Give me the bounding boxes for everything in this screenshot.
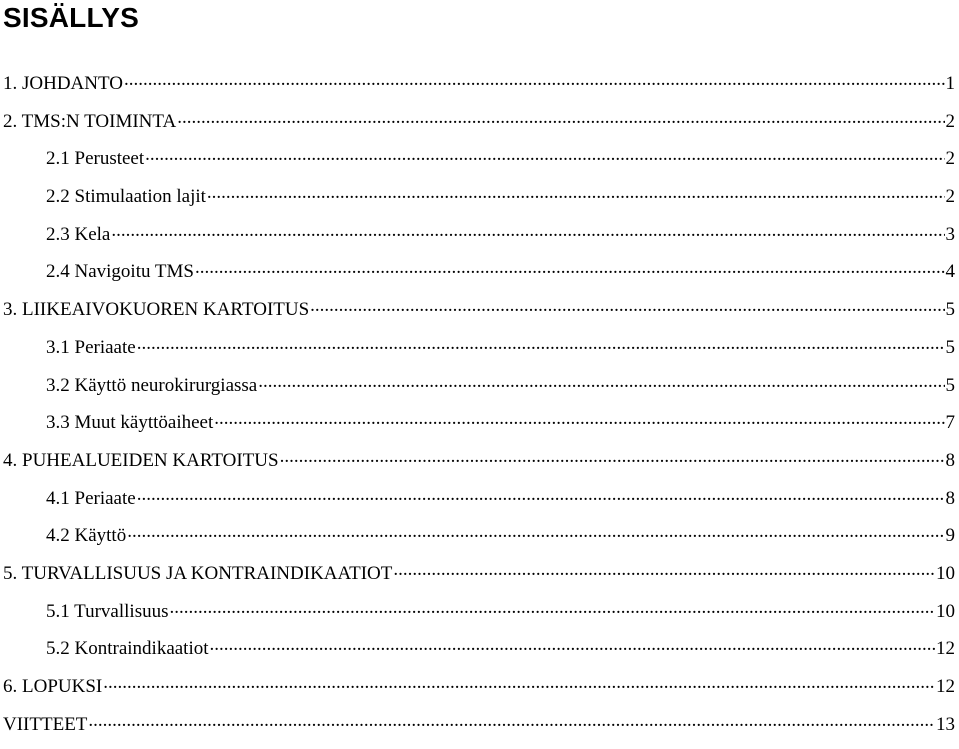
toc-entry[interactable] <box>0 636 955 674</box>
toc-entry-page: 5 <box>945 336 955 358</box>
toc-entry-page: 10 <box>936 600 955 622</box>
dot-leader <box>258 373 944 391</box>
toc-entry[interactable] <box>0 297 955 335</box>
toc-entry-page: 2 <box>945 186 955 208</box>
toc-entry[interactable] <box>0 410 955 448</box>
dot-leader <box>177 109 944 127</box>
toc-entry[interactable] <box>0 486 955 524</box>
toc-entry-page: 3 <box>945 223 955 245</box>
toc-entry-label: 4.2 Käyttö <box>46 525 127 547</box>
toc-entry-label: 2.3 Kela <box>46 223 111 245</box>
toc-entry-label: 3. LIIKEAIVOKUOREN KARTOITUS <box>3 299 310 321</box>
toc-entry-label: 5.1 Turvallisuus <box>46 600 169 622</box>
toc-entry-page: 8 <box>945 449 955 471</box>
toc-entry[interactable] <box>0 71 955 109</box>
toc-entry[interactable] <box>0 523 955 561</box>
dot-leader <box>137 335 945 353</box>
page-title: SISÄLLYS <box>3 2 139 33</box>
toc-entry-label: 5.2 Kontraindikaatiot <box>46 638 209 660</box>
toc-entry[interactable] <box>0 561 955 599</box>
toc-entry[interactable] <box>0 184 955 222</box>
toc-entry-label: 2.2 Stimulaation lajit <box>46 186 206 208</box>
dot-leader <box>111 222 944 240</box>
toc-entry-page: 5 <box>945 299 955 321</box>
toc-entry-label: 3.1 Periaate <box>46 336 136 358</box>
dot-leader <box>207 184 945 202</box>
toc-entry-page: 12 <box>936 676 955 697</box>
dot-leader <box>393 561 935 579</box>
toc-entry-label: 2. TMS:N TOIMINTA <box>3 110 177 132</box>
toc-entry-label: VIITTEET <box>3 713 88 735</box>
toc-entry[interactable] <box>0 259 955 297</box>
toc-entry-label: 1. JOHDANTO <box>3 73 123 94</box>
toc-entry-label: 3.3 Muut käyttöaiheet <box>46 412 214 434</box>
toc-entry-label: 2.4 Navigoitu TMS <box>46 261 194 283</box>
toc-entry[interactable] <box>0 335 955 373</box>
dot-leader <box>145 146 944 164</box>
dot-leader <box>88 712 935 730</box>
toc-entry-page: 4 <box>945 261 955 283</box>
dot-leader <box>310 297 944 315</box>
toc-entry-page: 2 <box>945 110 955 132</box>
toc-entry[interactable] <box>0 373 955 411</box>
toc-entry-page: 5 <box>945 374 955 396</box>
toc-entry-label: 2.1 Perusteet <box>46 148 145 170</box>
toc-entry-page: 2 <box>945 148 955 170</box>
toc-entry-label: 5. TURVALLISUUS JA KONTRAINDIKAATIOT <box>3 562 393 584</box>
toc-entry[interactable] <box>0 146 955 184</box>
toc-entry[interactable] <box>0 712 955 749</box>
toc-entry[interactable] <box>0 599 955 637</box>
toc-entry-label: 4.1 Periaate <box>46 487 136 509</box>
dot-leader <box>210 636 935 654</box>
toc-entry-label: 4. PUHEALUEIDEN KARTOITUS <box>3 449 279 471</box>
toc-entry-page: 13 <box>936 713 955 735</box>
toc-entry[interactable] <box>0 448 955 486</box>
dot-leader <box>124 71 945 89</box>
toc-entry-label: 6. LOPUKSI <box>3 676 103 697</box>
dot-leader <box>195 259 945 277</box>
dot-leader <box>103 674 935 692</box>
toc-entry[interactable] <box>0 674 955 712</box>
toc-entry-page: 7 <box>945 412 955 434</box>
toc-entry-page: 8 <box>945 487 955 509</box>
table-of-contents <box>0 71 955 749</box>
toc-entry[interactable] <box>0 222 955 260</box>
toc-entry-page: 9 <box>945 525 955 547</box>
dot-leader <box>127 523 944 541</box>
toc-entry-page: 12 <box>936 638 955 660</box>
toc-entry-label: 3.2 Käyttö neurokirurgiassa <box>46 374 258 396</box>
toc-entry-page: 10 <box>936 562 955 584</box>
dot-leader <box>280 448 945 466</box>
toc-entry[interactable] <box>0 109 955 147</box>
dot-leader <box>214 410 944 428</box>
dot-leader <box>169 599 935 617</box>
dot-leader <box>137 486 945 504</box>
toc-entry-page: 1 <box>945 73 955 94</box>
